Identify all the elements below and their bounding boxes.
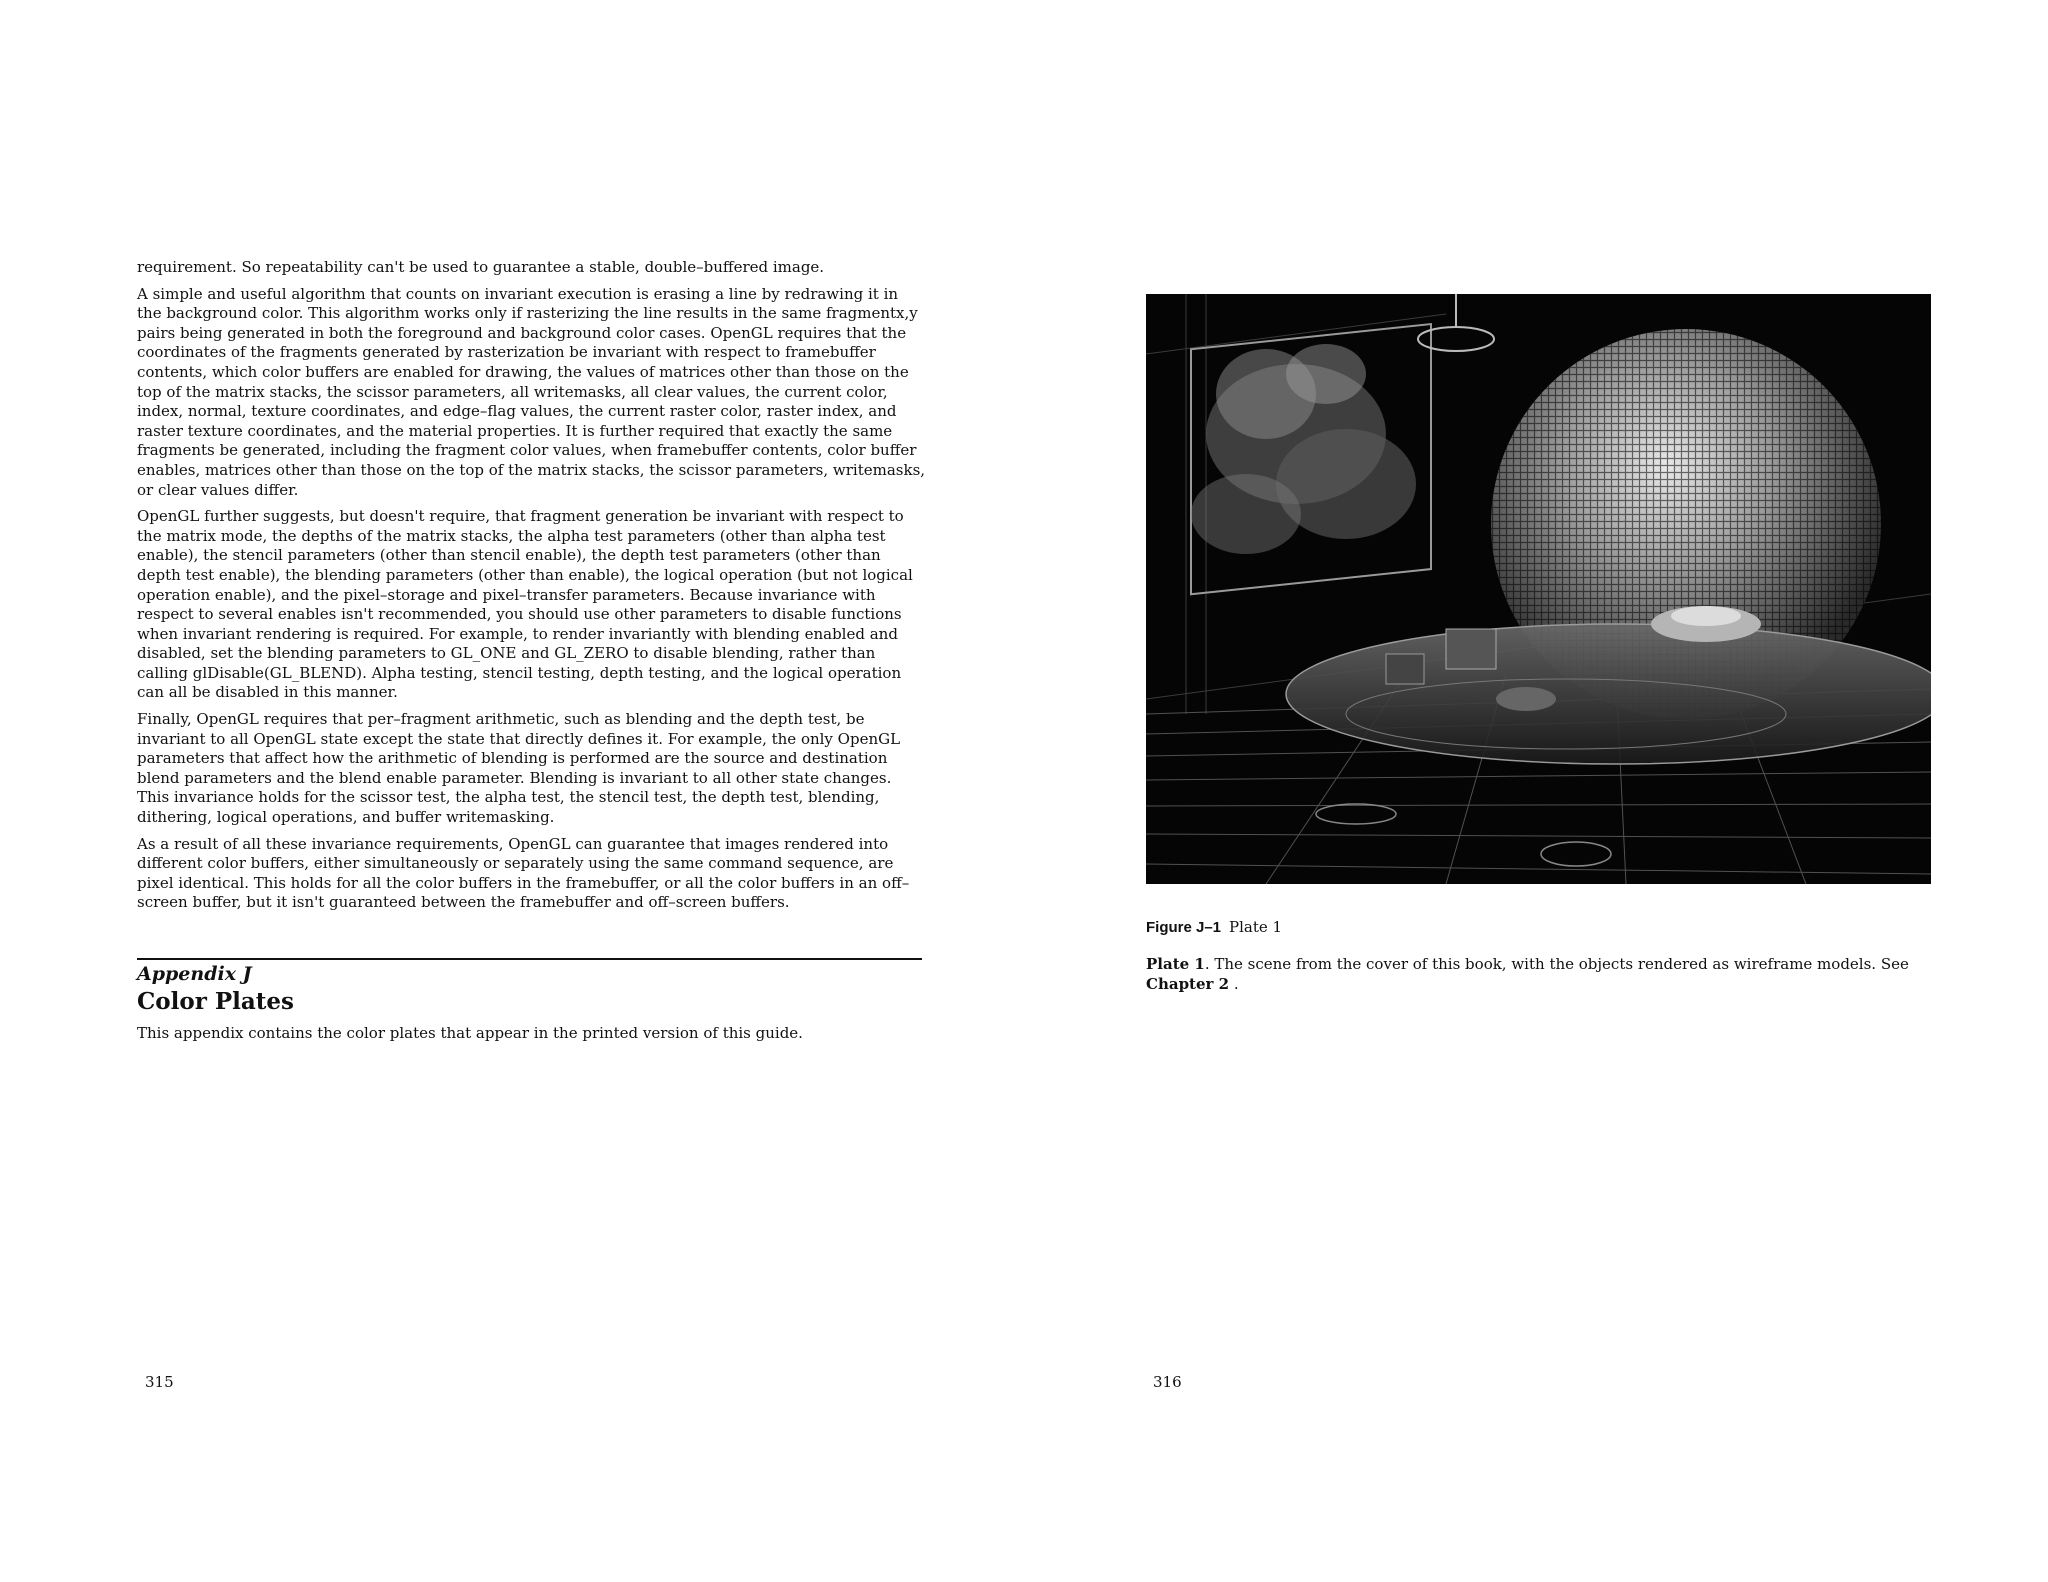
right-page [1024,0,2048,1582]
figure-title: Plate 1 [1229,918,1283,936]
figure-caption [1146,918,1282,936]
appendix-title: Color Plates [137,988,294,1015]
page-number: 316 [1153,1373,1182,1391]
wireframe-scene-image [1146,294,1931,884]
paragraph: A simple and useful algorithm that counts on invariant execution is erasing a line by redrawing it in the background color. This algorithm works only if rasterizing the line results in the same fragmentx,y pairs being generated in both the foreground and background color cases. OpenGL requires that the coordinates of the fragments generated by rasterization be invariant with respect to framebuffer contents, which color buffers are enabled for drawing, the values of matrices other than those on the top of the matrix stacks, the scissor parameters, all writemasks, all clear values, the current color, index, normal, texture coordinates, and edge–flag values, the current raster color, raster index, and raster texture coordinates, and the material properties. It is further required that exactly the same fragments be generated, including the fragment color values, when framebuffer contents, color buffer enables, matrices other than those on the top of the matrix stacks, the scissor parameters, writemasks, or clear values differ. [137,284,926,499]
appendix-intro: This appendix contains the color plates that appear in the printed version of this guide. [137,1024,803,1042]
plate-text: . The scene from the cover of this book, with the objects rendered as wireframe models. See [1204,955,1909,973]
appendix-label: Appendix J [137,963,252,985]
chapter-link[interactable]: Chapter 2 [1146,974,1230,993]
paragraph: As a result of all these invariance requirements, OpenGL can guarantee that images rendered into different color buffers, either simultaneously or separately using the same command sequence, are pixel identical. This holds for all the color buffers in the framebuffer, or all the color buffers in an off–screen buffer, but it isn't guaranteed between the framebuffer and off–screen buffers. [137,834,910,912]
plate-description [1146,955,1936,994]
page-number: 315 [145,1373,174,1391]
plate-bold-label: Plate 1 [1146,955,1205,973]
section-divider [137,958,922,960]
body-text [137,258,927,920]
chapter-suffix: . [1229,974,1239,993]
paragraph: Finally, OpenGL requires that per–fragment arithmetic, such as blending and the depth test, be invariant to all OpenGL state except the state that directly defines it. For example, the only OpenGL parameters that affect how the arithmetic of blending is performed are the source and destination blend parameters and the blend enable parameter. Blending is invariant to all other state changes. This invariance holds for the scissor test, the alpha test, the stencil test, the depth test, blending, dithering, logical operations, and buffer writemasking. [137,710,901,827]
figure-label: Figure J–1 [1146,919,1222,936]
paragraph: requirement. So repeatability can't be used to guarantee a stable, double–buffered image. [137,258,825,276]
paragraph: OpenGL further suggests, but doesn't require, that fragment generation be invariant with respect to the matrix mode, the depths of the matrix stacks, the alpha test parameters (other than alpha test enable), the stencil parameters (other than stencil enable), the depth test parameters (other than depth test enable), the blending parameters (other than enable), the logical operation (but not logical operation enable), and the pixel–storage and pixel–transfer parameters. Because invariance with respect to several enables isn't recommended, you should use other parameters to disable functions when invariant rendering is required. For example, to render invariantly with blending enabled and disabled, set the blending parameters to GL_ONE and GL_ZERO to disable blending, rather than calling glDisable(GL_BLEND). Alpha testing, stencil testing, depth testing, and the logical operation can all be disabled in this manner. [137,507,913,702]
